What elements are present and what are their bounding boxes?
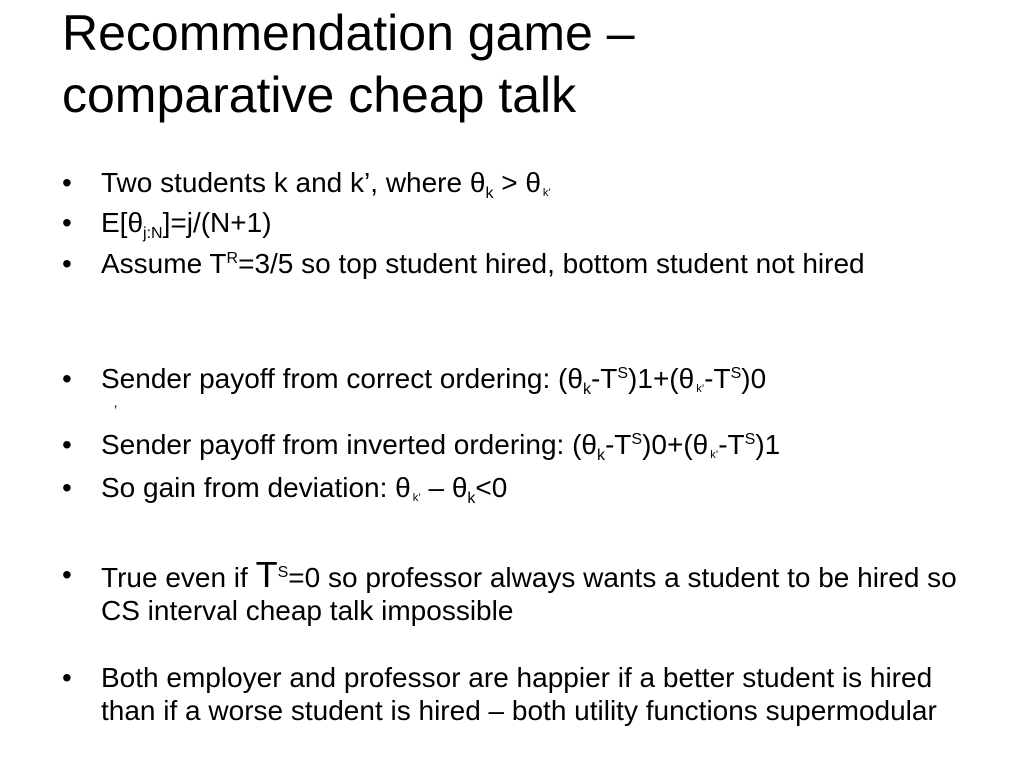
text-run: =0 so professor always wants a student to be hired so CS interval cheap talk impossible	[101, 562, 957, 626]
text-run: Assume T	[101, 248, 227, 279]
title-line-1: Recommendation game –	[62, 5, 635, 61]
slide-title	[62, 2, 1002, 126]
text-run: Two students k and k’, where θ	[101, 167, 486, 198]
bullet-marker: •	[62, 248, 72, 279]
text-run: =3/5 so top student hired, bottom student not hired	[238, 248, 865, 279]
subscript: k	[596, 447, 605, 464]
text-run: E[θ	[101, 207, 144, 238]
stray-subscript-mark: ’	[114, 402, 118, 418]
text-run: Sender payoff from inverted ordering: (θ	[101, 429, 597, 460]
text-run: -T	[590, 363, 618, 394]
large-symbol: T	[255, 554, 278, 595]
text-run: <0	[475, 472, 508, 503]
subscript: j:N	[143, 225, 163, 242]
superscript: S	[617, 365, 629, 382]
superscript: S	[730, 365, 742, 382]
bullet-marker: •	[62, 429, 72, 460]
text-run: True even if	[101, 562, 256, 593]
bullet-text	[101, 428, 961, 464]
subscript: k’	[412, 492, 421, 504]
text-run: )1+(θ	[628, 363, 695, 394]
bullet-marker: •	[62, 207, 72, 238]
superscript: S	[631, 431, 643, 448]
bullet-marker: •	[62, 363, 72, 394]
text-run: – θ	[420, 472, 468, 503]
subscript: k’	[696, 383, 705, 395]
bullet-text	[101, 554, 961, 627]
bullet-marker: •	[62, 472, 72, 503]
subscript: k	[582, 381, 591, 398]
bullet-text	[101, 166, 961, 202]
bullet-marker: •	[62, 662, 72, 693]
text-run: ]=j/(N+1)	[162, 207, 272, 238]
superscript: S	[744, 431, 756, 448]
subscript: k	[485, 185, 494, 202]
superscript: S	[277, 564, 289, 581]
text-run: -T	[604, 429, 632, 460]
bullet-marker: •	[62, 167, 72, 198]
subscript: k’	[710, 449, 719, 461]
superscript: R	[226, 250, 239, 267]
text-run: -T	[704, 363, 731, 394]
title-line-2: comparative cheap talk	[62, 67, 577, 123]
text-run: -T	[718, 429, 745, 460]
bullet-text	[101, 247, 961, 280]
bullet-text	[101, 206, 961, 242]
bullet-marker: •	[62, 559, 72, 590]
bullet-text	[101, 471, 961, 507]
text-run: )0	[741, 363, 767, 394]
text-run: )1	[755, 429, 781, 460]
text-run: > θ	[493, 167, 541, 198]
text-run: So gain from deviation: θ	[101, 472, 411, 503]
bullet-text	[101, 362, 961, 398]
bullet-text	[101, 661, 961, 727]
text-run: Both employer and professor are happier if a better student is hired than if a worse student is hired – both utility functions supermodular	[101, 662, 937, 726]
text-run: Sender payoff from correct ordering: (θ	[101, 363, 583, 394]
text-run: )0+(θ	[642, 429, 709, 460]
subscript: k	[467, 490, 476, 507]
subscript: k’	[542, 187, 551, 199]
